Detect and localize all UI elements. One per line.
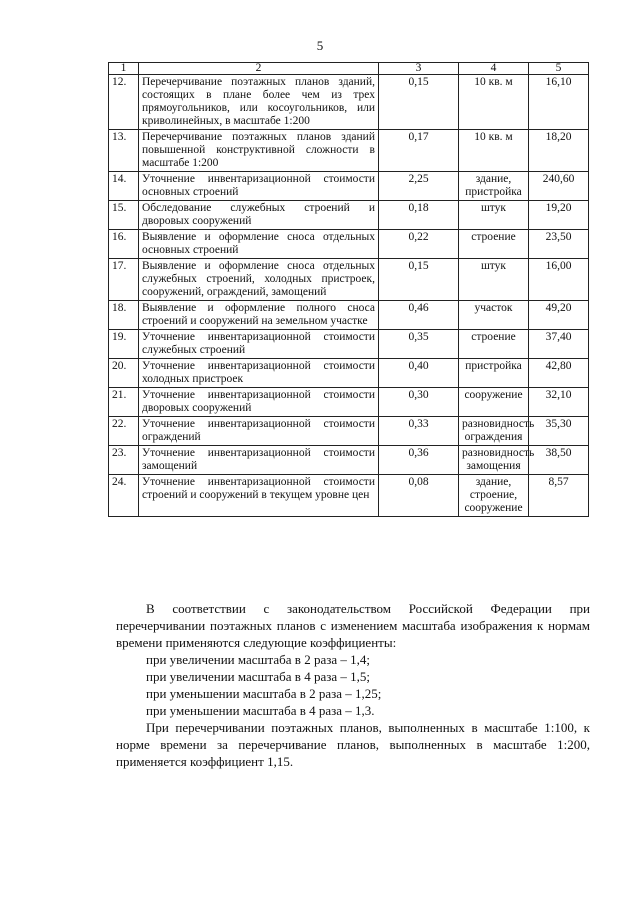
row-price: 19,20 [529, 201, 589, 230]
row-description: Выявление и оформление сноса отдельных основных строений [139, 230, 379, 259]
row-coefficient: 0,33 [379, 417, 459, 446]
row-price: 16,00 [529, 259, 589, 301]
header-cell-1: 1 [109, 63, 139, 75]
row-unit: участок [459, 301, 529, 330]
row-coefficient: 0,40 [379, 359, 459, 388]
row-unit: здание, пристройка [459, 172, 529, 201]
row-number: 24. [109, 475, 139, 517]
row-coefficient: 0,36 [379, 446, 459, 475]
row-unit: штук [459, 201, 529, 230]
row-coefficient: 0,15 [379, 75, 459, 130]
row-price: 23,50 [529, 230, 589, 259]
row-number: 12. [109, 75, 139, 130]
row-price: 35,30 [529, 417, 589, 446]
row-unit: строение [459, 330, 529, 359]
table-row [109, 388, 589, 417]
row-description: Уточнение инвентаризационной стоимости основных строений [139, 172, 379, 201]
row-unit: разновидность замощения [459, 446, 529, 475]
row-number: 16. [109, 230, 139, 259]
row-description: Перечерчивание поэтажных планов зданий повышенной конструктивной сложности в масштабе 1:200 [139, 130, 379, 172]
row-price: 38,50 [529, 446, 589, 475]
row-coefficient: 0,30 [379, 388, 459, 417]
row-number: 14. [109, 172, 139, 201]
row-unit: 10 кв. м [459, 130, 529, 172]
table-row [109, 359, 589, 388]
table-row [109, 259, 589, 301]
table-row [109, 230, 589, 259]
table-body [109, 75, 589, 517]
row-coefficient: 0,46 [379, 301, 459, 330]
row-price: 8,57 [529, 475, 589, 517]
coefficient-item: при увеличении масштаба в 2 раза – 1,4; [146, 652, 370, 667]
scale-coefficients-paragraph: В соответствии с законодательством Российской Федерации при перечерчивании поэтажных планов с изменением масштаба изображения к нормам времени применяются следующие коэффициенты: [116, 601, 590, 650]
coefficient-item: при уменьшении масштаба в 2 раза – 1,25; [146, 686, 382, 701]
row-coefficient: 0,35 [379, 330, 459, 359]
header-cell-4: 4 [459, 63, 529, 75]
norms-table [108, 62, 589, 517]
row-description: Обследование служебных строений и дворовых сооружений [139, 201, 379, 230]
table-row [109, 446, 589, 475]
row-price: 37,40 [529, 330, 589, 359]
row-price: 42,80 [529, 359, 589, 388]
row-coefficient: 0,17 [379, 130, 459, 172]
table-row [109, 172, 589, 201]
row-number: 19. [109, 330, 139, 359]
header-cell-2: 2 [139, 63, 379, 75]
row-number: 23. [109, 446, 139, 475]
row-coefficient: 0,15 [379, 259, 459, 301]
row-unit: строение [459, 230, 529, 259]
row-price: 32,10 [529, 388, 589, 417]
row-unit: разновидность ограждения [459, 417, 529, 446]
row-description: Уточнение инвентаризационной стоимости строений и сооружений в текущем уровне цен [139, 475, 379, 517]
row-unit: 10 кв. м [459, 75, 529, 130]
row-description: Уточнение инвентаризационной стоимости дворовых сооружений [139, 388, 379, 417]
row-unit: штук [459, 259, 529, 301]
row-number: 20. [109, 359, 139, 388]
coefficient-item: при уменьшении масштаба в 4 раза – 1,3. [146, 703, 375, 718]
row-unit: пристройка [459, 359, 529, 388]
row-unit: здание, строение, сооружение [459, 475, 529, 517]
row-description: Уточнение инвентаризационной стоимости холодных пристроек [139, 359, 379, 388]
table-header [109, 63, 589, 75]
row-number: 15. [109, 201, 139, 230]
table-row [109, 130, 589, 172]
row-price: 18,20 [529, 130, 589, 172]
redraw-coefficient-paragraph: При перечерчивании поэтажных планов, выполненных в масштабе 1:100, к норме времени за перечерчивание планов, выполненных в масштабе 1:200, применяется коэффициент 1,15. [116, 720, 590, 769]
row-coefficient: 0,22 [379, 230, 459, 259]
header-row [109, 63, 589, 75]
row-coefficient: 0,18 [379, 201, 459, 230]
row-description: Уточнение инвентаризационной стоимости служебных строений [139, 330, 379, 359]
row-number: 13. [109, 130, 139, 172]
table-row [109, 201, 589, 230]
body-text [116, 600, 590, 770]
row-number: 17. [109, 259, 139, 301]
row-coefficient: 2,25 [379, 172, 459, 201]
row-description: Выявление и оформление сноса отдельных служебных строений, холодных пристроек, сооружений, ограждений, замощений [139, 259, 379, 301]
header-cell-5: 5 [529, 63, 589, 75]
table-row [109, 475, 589, 517]
table-row [109, 417, 589, 446]
row-number: 18. [109, 301, 139, 330]
row-number: 21. [109, 388, 139, 417]
header-cell-3: 3 [379, 63, 459, 75]
table-row [109, 330, 589, 359]
row-coefficient: 0,08 [379, 475, 459, 517]
table-row [109, 75, 589, 130]
table-row [109, 301, 589, 330]
row-number: 22. [109, 417, 139, 446]
row-description: Уточнение инвентаризационной стоимости замощений [139, 446, 379, 475]
page-number: 5 [316, 38, 324, 53]
row-description: Перечерчивание поэтажных планов зданий, состоящих в плане более чем из трех прямоугольников, или косоугольников, или криволинейных, в масштабе 1:200 [139, 75, 379, 130]
row-description: Выявление и оформление полного сноса строений и сооружений на земельном участке [139, 301, 379, 330]
row-price: 240,60 [529, 172, 589, 201]
row-price: 16,10 [529, 75, 589, 130]
coefficient-item: при увеличении масштаба в 4 раза – 1,5; [146, 669, 370, 684]
row-price: 49,20 [529, 301, 589, 330]
row-description: Уточнение инвентаризационной стоимости ограждений [139, 417, 379, 446]
row-unit: сооружение [459, 388, 529, 417]
